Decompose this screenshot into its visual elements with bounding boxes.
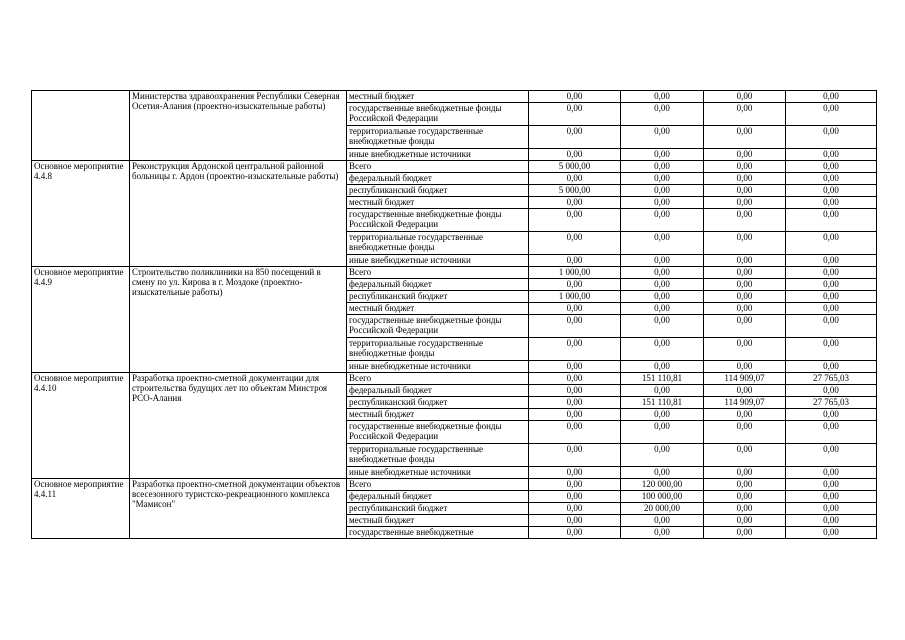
- amount-cell: 0,00: [529, 444, 621, 467]
- amount-cell: 151 110,81: [621, 397, 704, 409]
- funding-source: государственные внебюджетные фонды Российской Федерации: [347, 315, 529, 338]
- event-label: [32, 91, 130, 161]
- amount-cell: 0,00: [786, 515, 877, 527]
- amount-cell: 0,00: [704, 361, 786, 373]
- amount-cell: 0,00: [786, 503, 877, 515]
- amount-cell: 20 000,00: [621, 503, 704, 515]
- amount-cell: 0,00: [704, 291, 786, 303]
- amount-cell: 0,00: [786, 91, 877, 103]
- amount-cell: 120 000,00: [621, 479, 704, 491]
- amount-cell: 0,00: [621, 291, 704, 303]
- funding-table: [31, 90, 877, 539]
- amount-cell: 0,00: [786, 315, 877, 338]
- amount-cell: 114 909,07: [704, 373, 786, 385]
- funding-source: республиканский бюджет: [347, 397, 529, 409]
- funding-source: иные внебюджетные источники: [347, 255, 529, 267]
- amount-cell: 0,00: [529, 397, 621, 409]
- amount-cell: 1 000,00: [529, 291, 621, 303]
- amount-cell: 0,00: [786, 161, 877, 173]
- amount-cell: 5 000,00: [529, 161, 621, 173]
- funding-source: местный бюджет: [347, 409, 529, 421]
- table-row: [32, 479, 877, 491]
- amount-cell: 0,00: [529, 315, 621, 338]
- funding-source: федеральный бюджет: [347, 173, 529, 185]
- amount-cell: 0,00: [621, 91, 704, 103]
- amount-cell: 5 000,00: [529, 185, 621, 197]
- table-row: [32, 91, 877, 103]
- amount-cell: 0,00: [621, 103, 704, 126]
- funding-source: местный бюджет: [347, 303, 529, 315]
- amount-cell: 0,00: [786, 421, 877, 444]
- funding-source: федеральный бюджет: [347, 279, 529, 291]
- amount-cell: 0,00: [786, 173, 877, 185]
- amount-cell: 0,00: [786, 267, 877, 279]
- amount-cell: 0,00: [529, 197, 621, 209]
- table-row: [32, 267, 877, 279]
- amount-cell: 0,00: [529, 373, 621, 385]
- amount-cell: 0,00: [529, 527, 621, 539]
- amount-cell: 0,00: [621, 149, 704, 161]
- table-row: [32, 373, 877, 385]
- funding-source: республиканский бюджет: [347, 291, 529, 303]
- amount-cell: 0,00: [704, 515, 786, 527]
- amount-cell: 0,00: [621, 338, 704, 361]
- amount-cell: 114 909,07: [704, 397, 786, 409]
- amount-cell: 0,00: [621, 185, 704, 197]
- amount-cell: 0,00: [786, 361, 877, 373]
- amount-cell: 0,00: [786, 279, 877, 291]
- amount-cell: 0,00: [621, 467, 704, 479]
- amount-cell: 0,00: [704, 103, 786, 126]
- amount-cell: 0,00: [786, 197, 877, 209]
- amount-cell: 0,00: [621, 197, 704, 209]
- amount-cell: 0,00: [704, 409, 786, 421]
- event-label: Основное мероприятие 4.4.9: [32, 267, 130, 373]
- amount-cell: 100 000,00: [621, 491, 704, 503]
- amount-cell: 0,00: [529, 479, 621, 491]
- amount-cell: 0,00: [621, 161, 704, 173]
- amount-cell: 0,00: [704, 279, 786, 291]
- amount-cell: 0,00: [704, 173, 786, 185]
- amount-cell: 0,00: [704, 126, 786, 149]
- amount-cell: 0,00: [529, 491, 621, 503]
- amount-cell: 0,00: [621, 209, 704, 232]
- amount-cell: 0,00: [621, 232, 704, 255]
- amount-cell: 0,00: [704, 503, 786, 515]
- funding-source: государственные внебюджетные фонды Российской Федерации: [347, 421, 529, 444]
- amount-cell: 0,00: [704, 467, 786, 479]
- amount-cell: 0,00: [786, 255, 877, 267]
- funding-source: иные внебюджетные источники: [347, 467, 529, 479]
- amount-cell: 0,00: [621, 515, 704, 527]
- amount-cell: 0,00: [621, 361, 704, 373]
- event-label: Основное мероприятие 4.4.10: [32, 373, 130, 479]
- event-label: Основное мероприятие 4.4.11: [32, 479, 130, 539]
- funding-source: государственные внебюджетные фонды Российской Федерации: [347, 209, 529, 232]
- funding-source: территориальные государственные внебюджетные фонды: [347, 338, 529, 361]
- amount-cell: 0,00: [529, 126, 621, 149]
- funding-source: Всего: [347, 267, 529, 279]
- funding-source: государственные внебюджетные фонды Российской Федерации: [347, 103, 529, 126]
- amount-cell: 0,00: [786, 103, 877, 126]
- table-row: [32, 161, 877, 173]
- amount-cell: 0,00: [529, 385, 621, 397]
- amount-cell: 0,00: [621, 444, 704, 467]
- amount-cell: 0,00: [704, 491, 786, 503]
- funding-source: республиканский бюджет: [347, 185, 529, 197]
- amount-cell: 0,00: [529, 91, 621, 103]
- amount-cell: 0,00: [529, 103, 621, 126]
- amount-cell: 0,00: [529, 338, 621, 361]
- funding-source: государственные внебюджетные: [347, 527, 529, 539]
- funding-source: Всего: [347, 161, 529, 173]
- amount-cell: 0,00: [704, 232, 786, 255]
- funding-source: федеральный бюджет: [347, 491, 529, 503]
- funding-source: территориальные государственные внебюджетные фонды: [347, 232, 529, 255]
- amount-cell: 0,00: [786, 491, 877, 503]
- amount-cell: 0,00: [529, 421, 621, 444]
- event-description: Строительство поликлиники на 850 посещений в смену по ул. Кирова в г. Моздоке (проектно-изыскательные работы): [130, 267, 347, 373]
- amount-cell: 1 000,00: [529, 267, 621, 279]
- amount-cell: 0,00: [704, 527, 786, 539]
- amount-cell: 0,00: [704, 303, 786, 315]
- amount-cell: 0,00: [529, 361, 621, 373]
- amount-cell: 0,00: [529, 515, 621, 527]
- amount-cell: 0,00: [621, 255, 704, 267]
- funding-source: иные внебюджетные источники: [347, 149, 529, 161]
- amount-cell: 0,00: [786, 467, 877, 479]
- amount-cell: 0,00: [786, 232, 877, 255]
- amount-cell: 0,00: [704, 338, 786, 361]
- amount-cell: 27 765,03: [786, 397, 877, 409]
- amount-cell: 0,00: [704, 267, 786, 279]
- event-label: Основное мероприятие 4.4.8: [32, 161, 130, 267]
- amount-cell: 0,00: [704, 385, 786, 397]
- amount-cell: 0,00: [621, 409, 704, 421]
- amount-cell: 0,00: [529, 303, 621, 315]
- amount-cell: 0,00: [704, 149, 786, 161]
- funding-source: Всего: [347, 373, 529, 385]
- amount-cell: 0,00: [786, 385, 877, 397]
- amount-cell: 0,00: [529, 232, 621, 255]
- amount-cell: 0,00: [621, 267, 704, 279]
- amount-cell: 0,00: [621, 279, 704, 291]
- amount-cell: 0,00: [621, 315, 704, 338]
- funding-source: местный бюджет: [347, 515, 529, 527]
- amount-cell: 0,00: [529, 173, 621, 185]
- amount-cell: 0,00: [621, 385, 704, 397]
- event-description: Реконструкция Ардонской центральной районной больницы г. Ардон (проектно-изыскательные работы): [130, 161, 347, 267]
- amount-cell: 0,00: [621, 126, 704, 149]
- amount-cell: 0,00: [621, 173, 704, 185]
- amount-cell: 0,00: [786, 409, 877, 421]
- amount-cell: 0,00: [529, 279, 621, 291]
- event-description: Министерства здравоохранения Республики Северная Осетия-Алания (проектно-изыскательные работы): [130, 91, 347, 161]
- funding-source: Всего: [347, 479, 529, 491]
- amount-cell: 0,00: [786, 209, 877, 232]
- amount-cell: 0,00: [529, 209, 621, 232]
- funding-source: республиканский бюджет: [347, 503, 529, 515]
- amount-cell: 0,00: [786, 303, 877, 315]
- amount-cell: 0,00: [704, 185, 786, 197]
- funding-source: местный бюджет: [347, 197, 529, 209]
- amount-cell: 0,00: [786, 444, 877, 467]
- amount-cell: 0,00: [704, 479, 786, 491]
- amount-cell: 0,00: [786, 291, 877, 303]
- amount-cell: 0,00: [704, 161, 786, 173]
- funding-source: иные внебюджетные источники: [347, 361, 529, 373]
- amount-cell: 0,00: [704, 197, 786, 209]
- amount-cell: 0,00: [529, 255, 621, 267]
- amount-cell: 0,00: [704, 421, 786, 444]
- amount-cell: 0,00: [786, 126, 877, 149]
- amount-cell: 0,00: [704, 444, 786, 467]
- amount-cell: 0,00: [786, 527, 877, 539]
- funding-source: территориальные государственные внебюджетные фонды: [347, 444, 529, 467]
- funding-source: местный бюджет: [347, 91, 529, 103]
- amount-cell: 27 765,03: [786, 373, 877, 385]
- funding-source: территориальные государственные внебюджетные фонды: [347, 126, 529, 149]
- amount-cell: 0,00: [704, 209, 786, 232]
- event-description: Разработка проектно-сметной документации для строительства будущих лет по объектам Минстроя РСО-Алания: [130, 373, 347, 479]
- amount-cell: 0,00: [529, 409, 621, 421]
- amount-cell: 0,00: [621, 303, 704, 315]
- amount-cell: 0,00: [529, 503, 621, 515]
- amount-cell: 0,00: [529, 467, 621, 479]
- amount-cell: 0,00: [529, 149, 621, 161]
- amount-cell: 0,00: [786, 479, 877, 491]
- amount-cell: 0,00: [786, 149, 877, 161]
- amount-cell: 0,00: [704, 91, 786, 103]
- amount-cell: 0,00: [704, 315, 786, 338]
- funding-source: федеральный бюджет: [347, 385, 529, 397]
- amount-cell: 0,00: [621, 421, 704, 444]
- amount-cell: 151 110,81: [621, 373, 704, 385]
- amount-cell: 0,00: [621, 527, 704, 539]
- amount-cell: 0,00: [786, 338, 877, 361]
- event-description: Разработка проектно-сметной документации объектов всесезонного туристско-рекреационного комплекса "Мамисон": [130, 479, 347, 539]
- amount-cell: 0,00: [786, 185, 877, 197]
- amount-cell: 0,00: [704, 255, 786, 267]
